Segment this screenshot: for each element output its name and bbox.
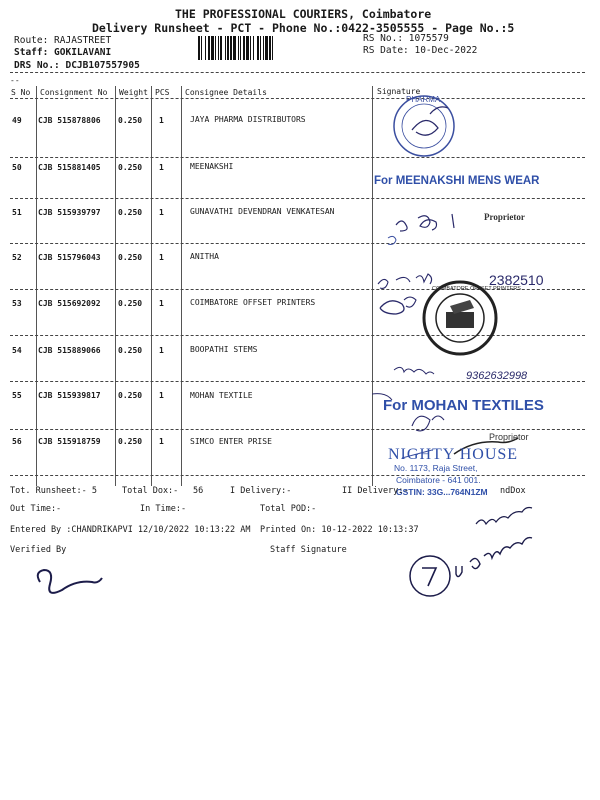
row-pcs: 1 xyxy=(159,437,164,446)
row-sno: 56 xyxy=(12,437,22,446)
i-delivery: I Delivery:- xyxy=(230,486,292,496)
row-consignment: CJB 515878806 xyxy=(38,116,101,125)
row-pcs: 1 xyxy=(159,253,164,262)
row-weight: 0.250 xyxy=(118,299,143,308)
row-pcs: 1 xyxy=(159,163,164,172)
row-weight: 0.250 xyxy=(118,253,143,262)
barcode-bar xyxy=(273,36,275,60)
row-consignment: CJB 515796043 xyxy=(38,253,101,262)
rs-number: RS No.: 1075579 xyxy=(363,33,449,44)
pharma-stamp xyxy=(394,95,454,156)
row-weight: 0.250 xyxy=(118,163,143,172)
pharma-stamp-text: PHARMA xyxy=(406,95,441,104)
row-consignment: CJB 515692092 xyxy=(38,299,101,308)
total-pod: Total POD:- xyxy=(260,504,317,514)
row-consignment: CJB 515939817 xyxy=(38,391,101,400)
row-pcs: 1 xyxy=(159,116,164,125)
out-time: Out Time:- xyxy=(10,504,62,514)
company-title: THE PROFESSIONAL COURIERS, Coimbatore xyxy=(175,7,432,21)
row-pcs: 1 xyxy=(159,299,164,308)
row-consignee: SIMCO ENTER PRISE xyxy=(190,437,272,446)
total-dox-value: 56 xyxy=(193,486,204,496)
row-pcs: 1 xyxy=(159,208,164,217)
drs-number: DRS No.: DCJB107557905 xyxy=(14,60,140,71)
total-dox-label: Total Dox:- xyxy=(122,486,179,496)
verified-by: Verified By xyxy=(10,545,67,555)
ii-delivery-suffix: ndDox xyxy=(500,486,526,496)
offset-printers-stamp xyxy=(424,282,521,354)
row-consignment: CJB 515918759 xyxy=(38,437,101,446)
row-weight: 0.250 xyxy=(118,116,143,125)
row-weight: 0.250 xyxy=(118,208,143,217)
row-consignee: GUNAVATHI DEVENDRAN VENKATESAN xyxy=(190,207,335,216)
row-weight: 0.250 xyxy=(118,391,143,400)
row-pcs: 1 xyxy=(159,346,164,355)
proprietor-label-2: Proprietor xyxy=(489,432,529,442)
row-weight: 0.250 xyxy=(118,346,143,355)
mohan-textiles-stamp: For MOHAN TEXTILES xyxy=(383,397,544,414)
row-consignment: CJB 515889066 xyxy=(38,346,101,355)
row-sno: 51 xyxy=(12,208,22,217)
col-weight: Weight xyxy=(119,88,148,97)
nighty-house-gstin: GSTIN: 33G...764N1ZM xyxy=(396,487,488,497)
offset-stamp-text: COIMBATORE OFFSET PRINTERS xyxy=(432,286,521,292)
row-pcs: 1 xyxy=(159,391,164,400)
col-consignee: Consignee Details xyxy=(185,88,267,97)
handwritten-phone: 2382510 xyxy=(489,272,544,288)
col-divider xyxy=(151,86,152,486)
col-divider xyxy=(181,86,182,486)
col-signature: Signature xyxy=(377,87,421,96)
col-divider xyxy=(115,86,116,486)
col-consignment: Consignment No xyxy=(40,88,108,97)
row-sno: 52 xyxy=(12,253,22,262)
tot-runsheet: Tot. Runsheet:- 5 xyxy=(10,486,97,496)
divider-mark: -- xyxy=(10,76,20,85)
row-sno: 50 xyxy=(12,163,22,172)
staff-signature-label: Staff Signature xyxy=(270,545,347,555)
nighty-house-addr2: Coimbatore - 641 001. xyxy=(396,475,481,485)
row-consignee: BOOPATHI STEMS xyxy=(190,345,258,354)
proprietor-label: Proprietor xyxy=(484,212,525,222)
row-consignee: MOHAN TEXTILE xyxy=(190,391,253,400)
entered-by: Entered By :CHANDRIKAPVI 12/10/2022 10:13:22 AM xyxy=(10,525,251,535)
col-pcs: PCS xyxy=(155,88,170,97)
row-sno: 53 xyxy=(12,299,22,308)
row-sno: 55 xyxy=(12,391,22,400)
nighty-house-addr1: No. 1173, Raja Street, xyxy=(394,463,478,473)
signature-area xyxy=(372,86,592,506)
row-consignee: MEENAKSHI xyxy=(190,162,234,171)
row-sno: 54 xyxy=(12,346,22,355)
ii-delivery: II Delivery:- xyxy=(342,486,409,496)
col-divider xyxy=(36,86,37,486)
handwritten-mobile: 9362632998 xyxy=(466,370,528,382)
nighty-house-name: NIGHTY HOUSE xyxy=(388,446,519,463)
divider xyxy=(10,72,585,73)
route-label: Route: RAJASTREET xyxy=(14,35,112,46)
col-sno: S No xyxy=(11,88,31,97)
runsheet-subtitle: Delivery Runsheet - PCT - Phone No.:0422-3505555 - Page No.:5 xyxy=(92,21,515,35)
row-consignee: ANITHA xyxy=(190,252,219,261)
meenakshi-stamp: For MEENAKSHI MENS WEAR xyxy=(374,175,540,187)
row-weight: 0.250 xyxy=(118,437,143,446)
barcode xyxy=(198,36,353,60)
staff-label: Staff: GOKILAVANI xyxy=(14,47,112,58)
printed-on: Printed On: 10-12-2022 10:13:37 xyxy=(260,525,419,535)
row-consignee: JAYA PHARMA DISTRIBUTORS xyxy=(190,115,306,124)
row-consignment: CJB 515939797 xyxy=(38,208,101,217)
row-consignee: COIMBATORE OFFSET PRINTERS xyxy=(190,298,316,307)
in-time: In Time:- xyxy=(140,504,187,514)
row-consignment: CJB 515881405 xyxy=(38,163,101,172)
row-sno: 49 xyxy=(12,116,22,125)
footer-signatures xyxy=(0,490,600,620)
rs-date: RS Date: 10-Dec-2022 xyxy=(363,45,478,56)
